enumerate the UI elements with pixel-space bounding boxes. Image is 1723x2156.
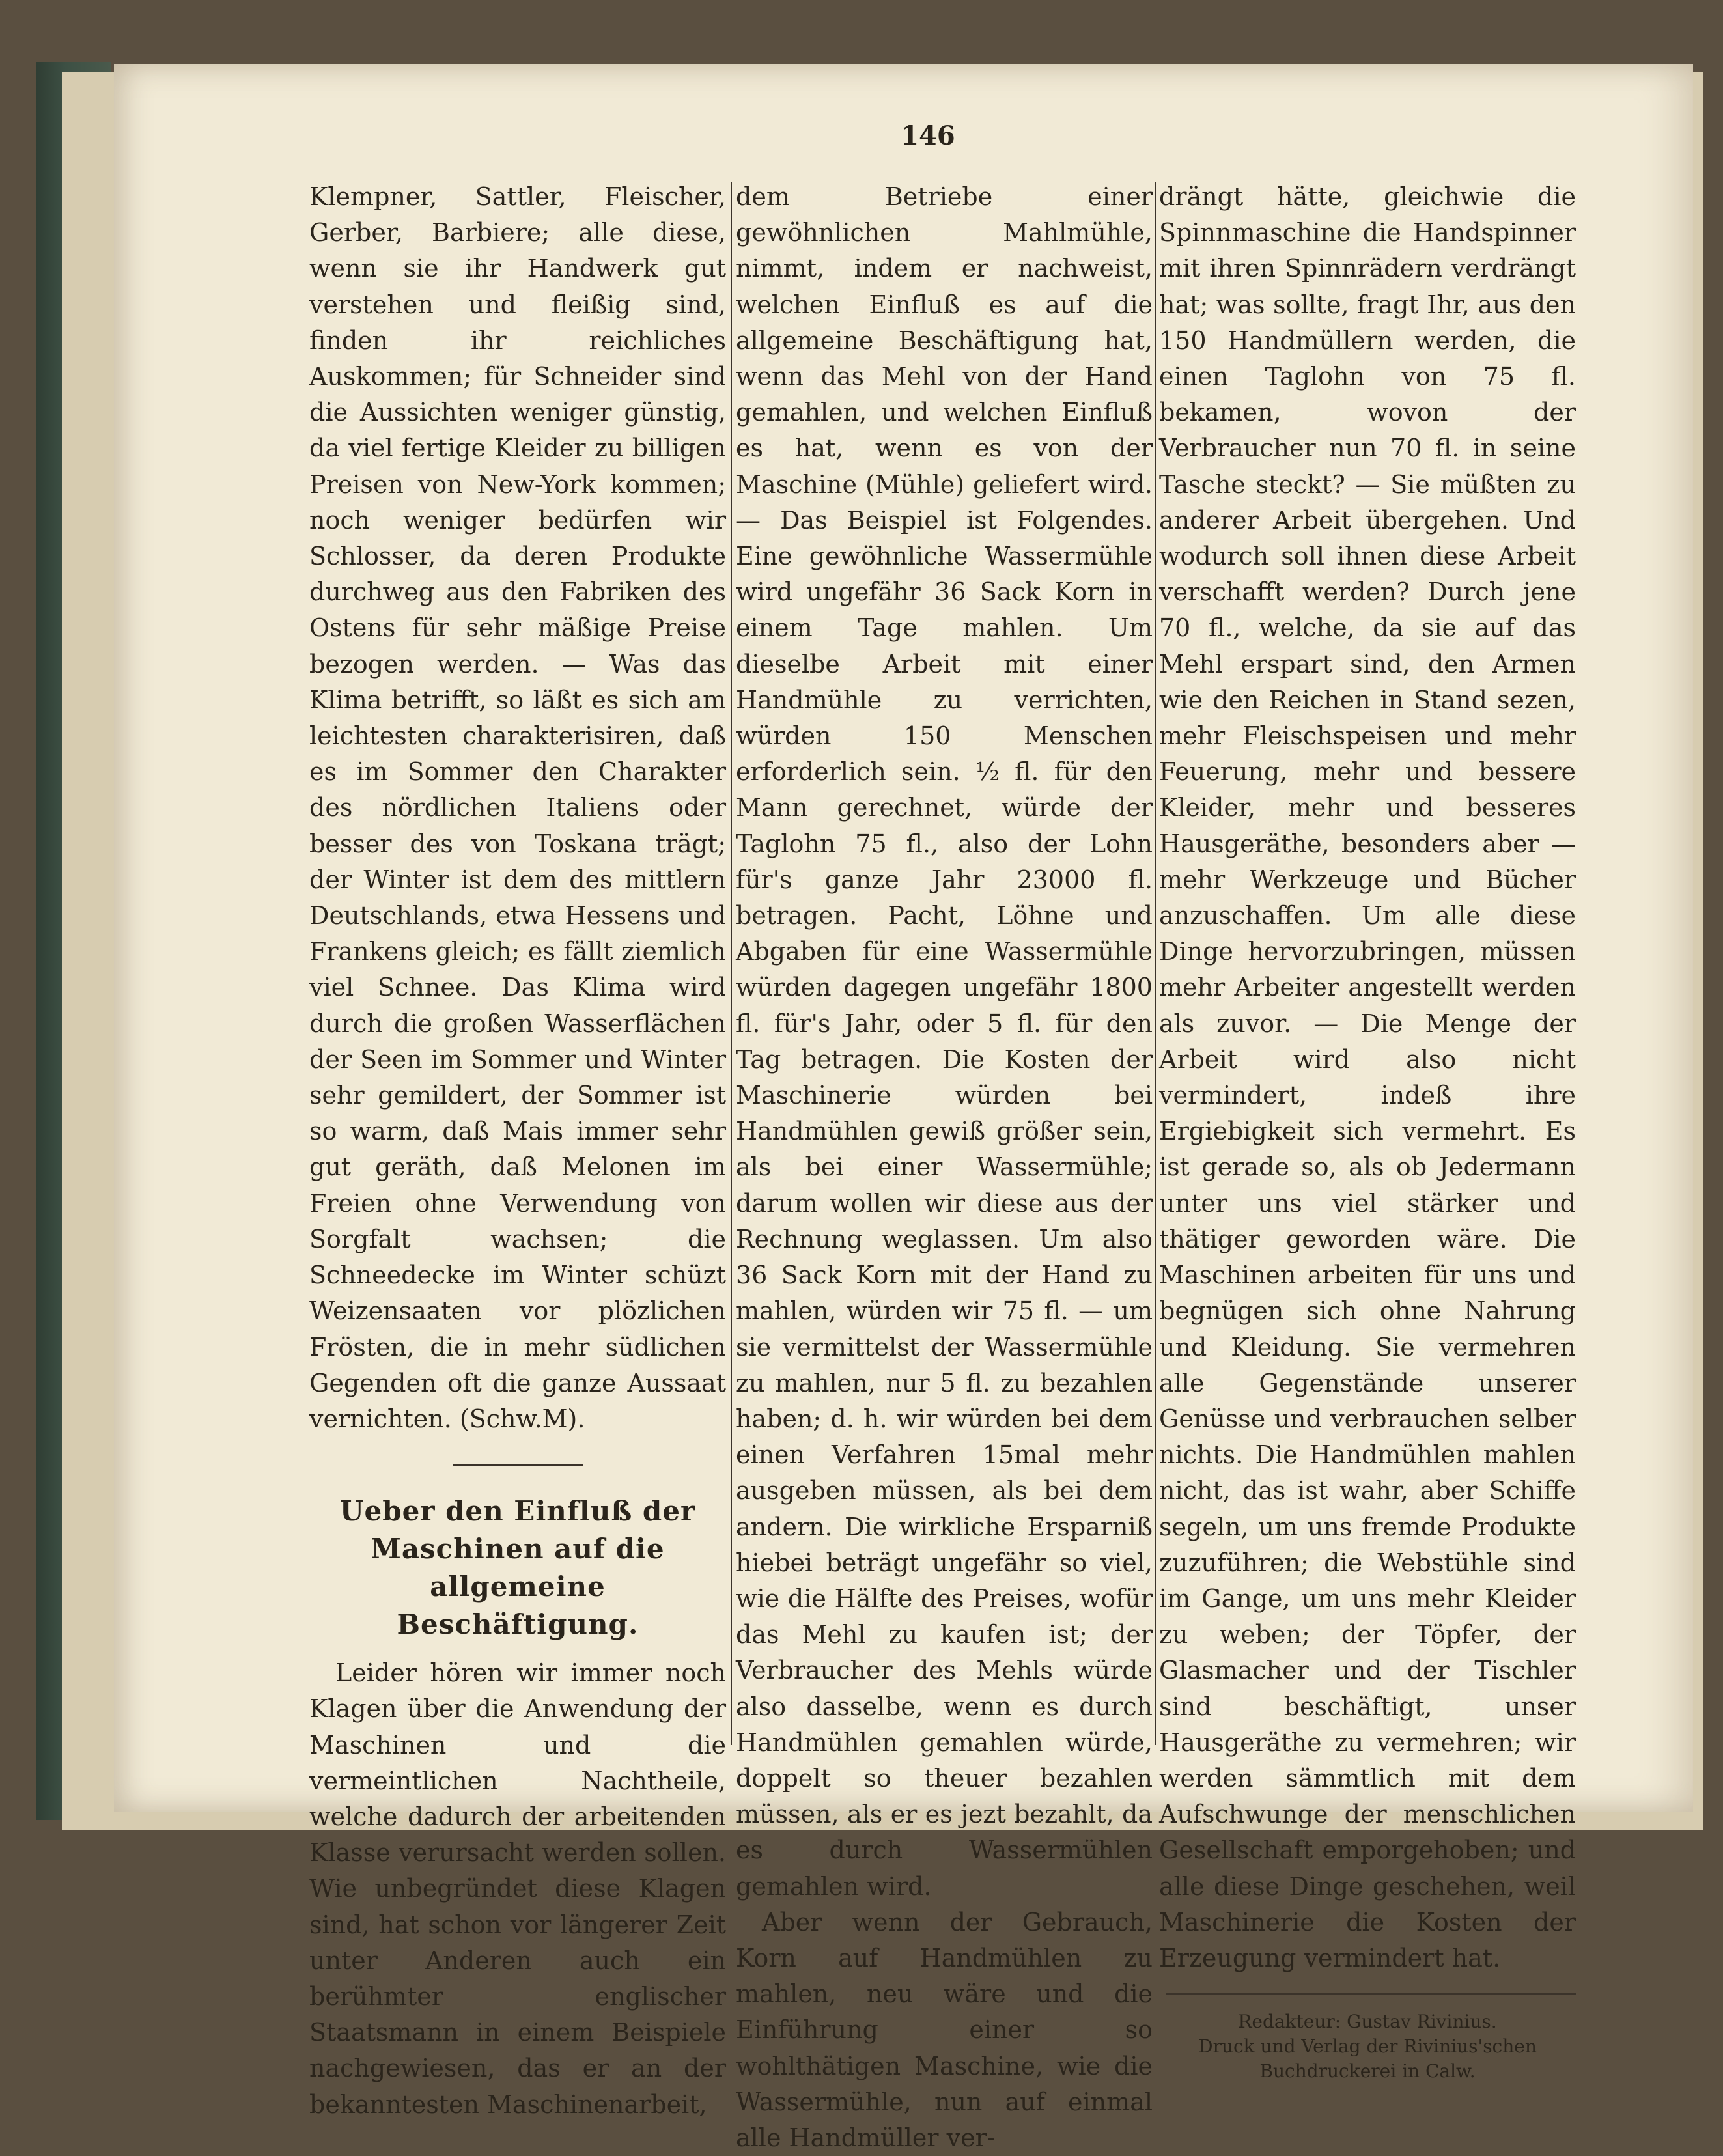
imprint-editor: Redakteur: Gustav Rivinius. — [1238, 2011, 1497, 2033]
paragraph-intro: Leider hören wir immer noch Klagen über die Anwendung der Maschinen und die vermeintlichen Nachtheile, welche dadurch der arbeitenden Klasse verursacht werden sollen. Wie unbegründet diese Klagen sind, hat schon vor längerer Zeit unter Anderen auch ein berühmter englischer Staatsmann in einem Beispiele nachgewiesen, das er an der bekanntesten Maschinenarbeit, — [309, 1659, 726, 2119]
imprint-divider — [1166, 1993, 1576, 1995]
column-divider-left — [731, 182, 732, 1745]
page-number: 146 — [901, 120, 955, 151]
paragraph-klima: Klempner, Sattler, Fleischer, Gerber, Barbiere; alle diese, wenn sie ihr Handwerk gut verstehen und fleißig sind, finden ihr reichliches Auskommen; für Schneider sind die Aussichten weniger günstig, da viel fertige Kleider zu billigen Preisen von New-York kommen; noch weniger bedürfen wir Schlosser, da deren Produkte durchweg aus den Fabriken des Ostens für sehr mäßige Preise bezogen werden. — Was das Klima betrifft, so läßt es sich am leichtesten charakterisiren, daß es im Sommer den Charakter des nördlichen Italiens oder besser des von Toskana trägt; der Winter ist dem des mittlern Deutschlands, etwa Hessens und Frankens gleich; es fällt ziemlich viel Schnee. Das Klima wird durch die großen Wasserflächen der Seen im Sommer und Winter sehr gemildert, der Sommer ist so warm, daß Mais immer sehr gut geräth, daß Melonen im Freien ohne Verwendung von Sorgfalt wachsen; die Schneedecke im Winter schüzt Weizensaaten vor plözlichen Frösten, die in mehr südlichen Gegenden oft die ganze Aussaat vernichten. (Schw.M). — [309, 182, 726, 1433]
paragraph-gebrauch: Aber wenn der Gebrauch, Korn auf Handmühlen zu mahlen, neu wäre und die Einführung einer so wohlthätigen Maschine, wie die Wassermühle, nun auf einmal alle Handmüller ver- — [736, 1907, 1153, 2152]
paragraph-handmueller: drängt hätte, gleichwie die Spinnmaschine die Handspinner mit ihren Spinnrädern verdrängt hat; was sollte, fragt Ihr, aus den 150 Handmüllern werden, die einen Taglohn von 75 fl. bekamen, wovon der Verbraucher nun 70 fl. in seine Tasche steckt? — Sie müßten zu anderer Arbeit übergehen. Und wodurch soll ihnen diese Arbeit verschafft werden? Durch jene 70 fl., welche, da sie auf das Mehl erspart sind, den Armen wie den Reichen in Stand sezen, mehr Fleischspeisen und mehr Feuerung, mehr und bessere Kleider, mehr und besseres Hausgeräthe, besonders aber — mehr Werkzeuge und Bücher anzuschaffen. Um alle diese Dinge hervorzubringen, müssen mehr Arbeiter angestellt werden als zuvor. — Die Menge der Arbeit wird also nicht vermindert, indeß ihre Ergiebigkeit sich vermehrt. Es ist gerade so, als ob Jedermann unter uns viel stärker und thätiger geworden wäre. Die Maschinen arbeiten für uns und begnügen sich ohne Nahrung und Kleidung. Sie vermehren alle Gegenstände unserer Genüsse und verbrauchen selber nichts. Die Handmühlen mahlen nicht, das ist wahr, aber Schiffe segeln, um uns fremde Produkte zuzuführen; die Webstühle sind im Gange, um uns mehr Kleider zu weben; der Töpfer, der Glasmacher und der Tischler sind beschäftigt, unser Hausgeräthe zu vermehren; wir werden sämmtlich mit dem Aufschwunge der menschlichen Gesellschaft emporgehoben; und alle diese Dinge geschehen, weil Maschinerie die Kosten der Erzeugung vermindert hat. — [1159, 182, 1576, 1972]
article-title: Ueber den Einfluß der Maschinen auf die allgemeine Beschäftigung. — [339, 1495, 696, 1641]
paragraph-mahlmuehle: dem Betriebe einer gewöhnlichen Mahlmühle, nimmt, indem er nachweist, welchen Einfluß es auf die allgemeine Beschäftigung hat, wenn das Mehl von der Hand gemahlen, und welchen Einfluß es hat, wenn es von der Maschine (Mühle) geliefert wird. — Das Beispiel ist Folgendes. Eine gewöhnliche Wassermühle wird ungefähr 36 Sack Korn in einem Tage mahlen. Um dieselbe Arbeit mit einer Handmühle zu verrichten, würden 150 Menschen erforderlich sein. ½ fl. für den Mann gerechnet, würde der Taglohn 75 fl., also der Lohn für's ganze Jahr 23000 fl. betragen. Pacht, Löhne und Abgaben für eine Wassermühle würden dagegen ungefähr 1800 fl. für's Jahr, oder 5 fl. für den Tag betragen. Die Kosten der Maschinerie würden bei Handmühlen gewiß größer sein, als bei einer Wassermühle; darum wollen wir diese aus der Rechnung weglassen. Um also 36 Sack Korn mit der Hand zu mahlen, würden wir 75 fl. — um sie vermittelst der Wassermühle zu mahlen, nur 5 fl. zu bezahlen haben; d. h. wir würden bei dem einen Verfahren 15mal mehr ausgeben müssen, als bei dem andern. Die wirkliche Ersparniß hiebei beträgt ungefähr so viel, wie die Hälfte des Preises, wofür das Mehl zu kaufen ist; der Verbraucher des Mehls würde also dasselbe, wenn es durch Handmühlen gemahlen würde, doppelt so theuer bezahlen müssen, als er es jezt bezahlt, da es durch Wassermühlen gemahlen wird. — [736, 182, 1153, 1901]
column-divider-right — [1155, 182, 1156, 1745]
column-left — [309, 179, 726, 2123]
column-middle — [736, 179, 1153, 2156]
column-right — [1159, 179, 1576, 2084]
imprint-publisher: Druck und Verlag der Rivinius'schen Buchdruckerei in Calw. — [1198, 2036, 1537, 2082]
section-divider — [453, 1464, 583, 1466]
